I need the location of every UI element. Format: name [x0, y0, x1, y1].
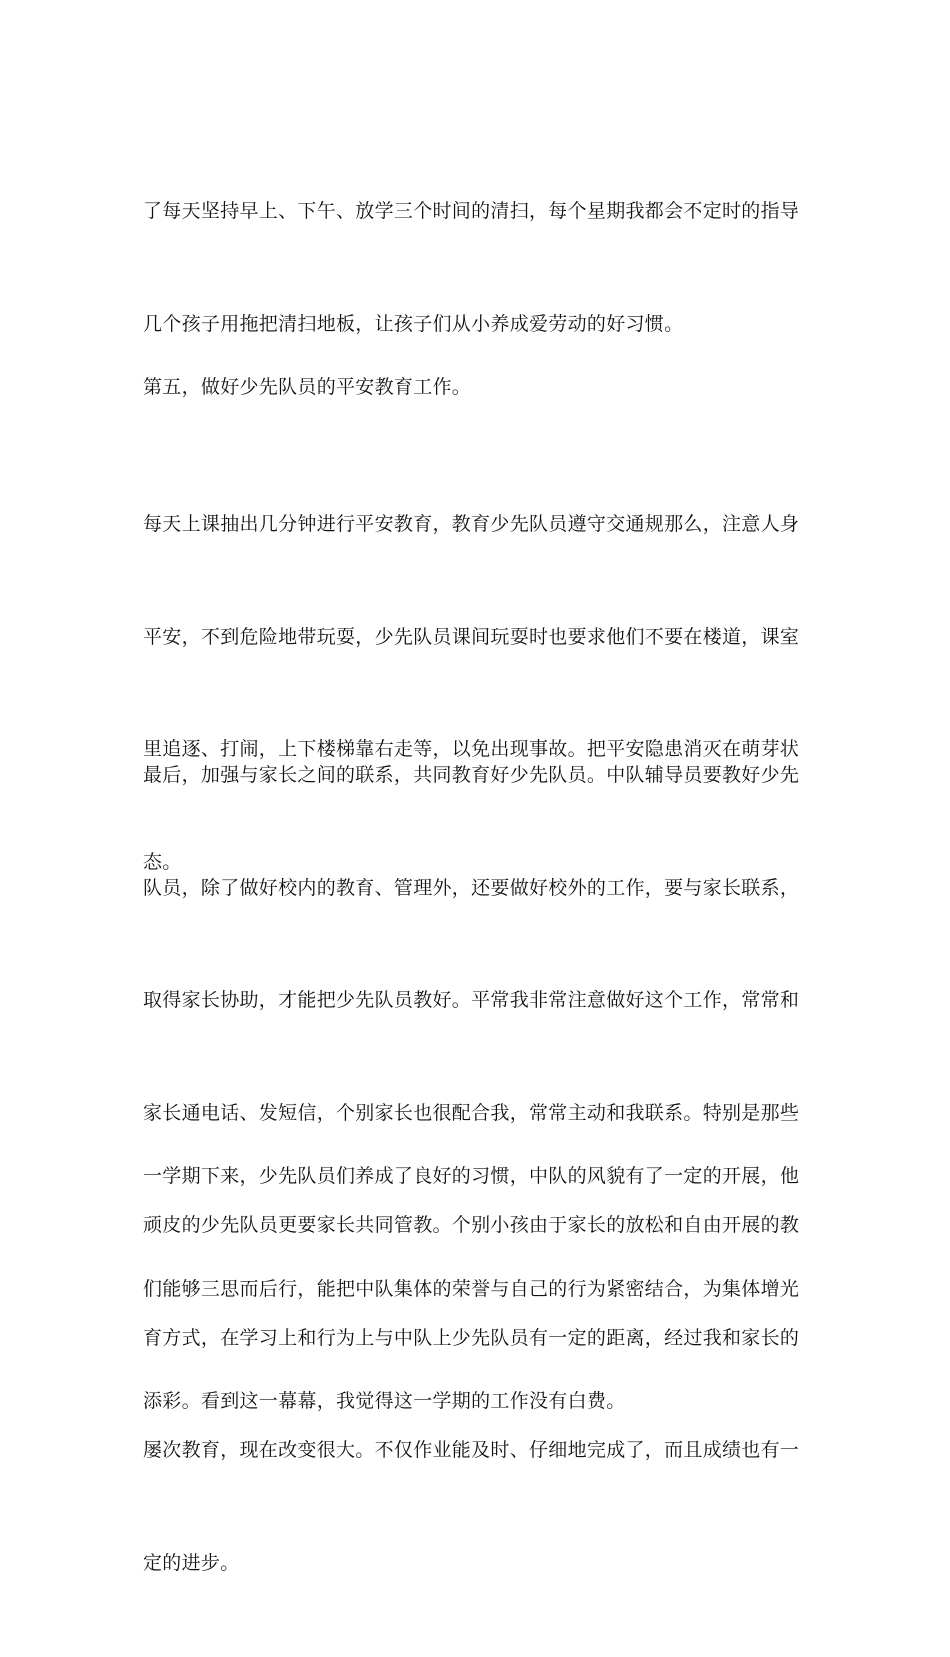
text-line: 们能够三思而后行，能把中队集体的荣誉与自己的行为紧密结合，为集体增光	[143, 1277, 800, 1300]
paragraph-semester-summary	[143, 1083, 807, 1496]
text-line: 定的进步。	[143, 1551, 240, 1574]
text-line: 顽皮的少先队员更要家长共同管教。个别小孩由于家长的放松和自由开展的教	[143, 1214, 800, 1236]
text-line: 几个孩子用拖把清扫地板，让孩子们从小养成爱劳动的好习惯。	[143, 312, 684, 335]
text-line: 育方式，在学习上和行为上与中队上少先队员有一定的距离，经过我和家长的	[143, 1326, 800, 1349]
text-line: 添彩。看到这一幕幕，我觉得这一学期的工作没有白费。	[143, 1390, 626, 1412]
text-line: 最后，加强与家长之间的联系，共同教育好少先队员。中队辅导员要教好少先	[143, 764, 800, 786]
text-line: 一学期下来，少先队员们养成了良好的习惯，中队的风貌有了一定的开展，他	[143, 1165, 800, 1187]
text-line: 屡次教育，现在改变很大。不仅作业能及时、仔细地完成了，而且成绩也有一	[143, 1439, 800, 1461]
text-line: 平安，不到危险地带玩耍，少先队员课间玩耍时也要求他们不要在楼道，课室	[143, 625, 800, 648]
text-line: 里追逐、打闹，上下楼梯靠右走等，以免出现事故。把平安隐患消灭在萌芽状	[143, 738, 800, 760]
text-line: 每天上课抽出几分钟进行平安教育，教育少先队员遵守交通规那么，注意人身	[143, 513, 800, 535]
text-line: 取得家长协助，才能把少先队员教好。平常我非常注意做好这个工作，常常和	[143, 989, 800, 1011]
text-line: 了每天坚持早上、下午、放学三个时间的清扫，每个星期我都会不定时的指导	[143, 200, 800, 222]
text-line: 家长通电话、发短信，个别家长也很配合我，常常主动和我联系。特别是那些	[143, 1101, 800, 1124]
text-line: 态。	[143, 850, 182, 873]
text-line: 第五，做好少先队员的平安教育工作。	[143, 376, 472, 398]
text-line: 队员，除了做好校内的教育、管理外，还要做好校外的工作，要与家长联系，	[143, 876, 800, 899]
